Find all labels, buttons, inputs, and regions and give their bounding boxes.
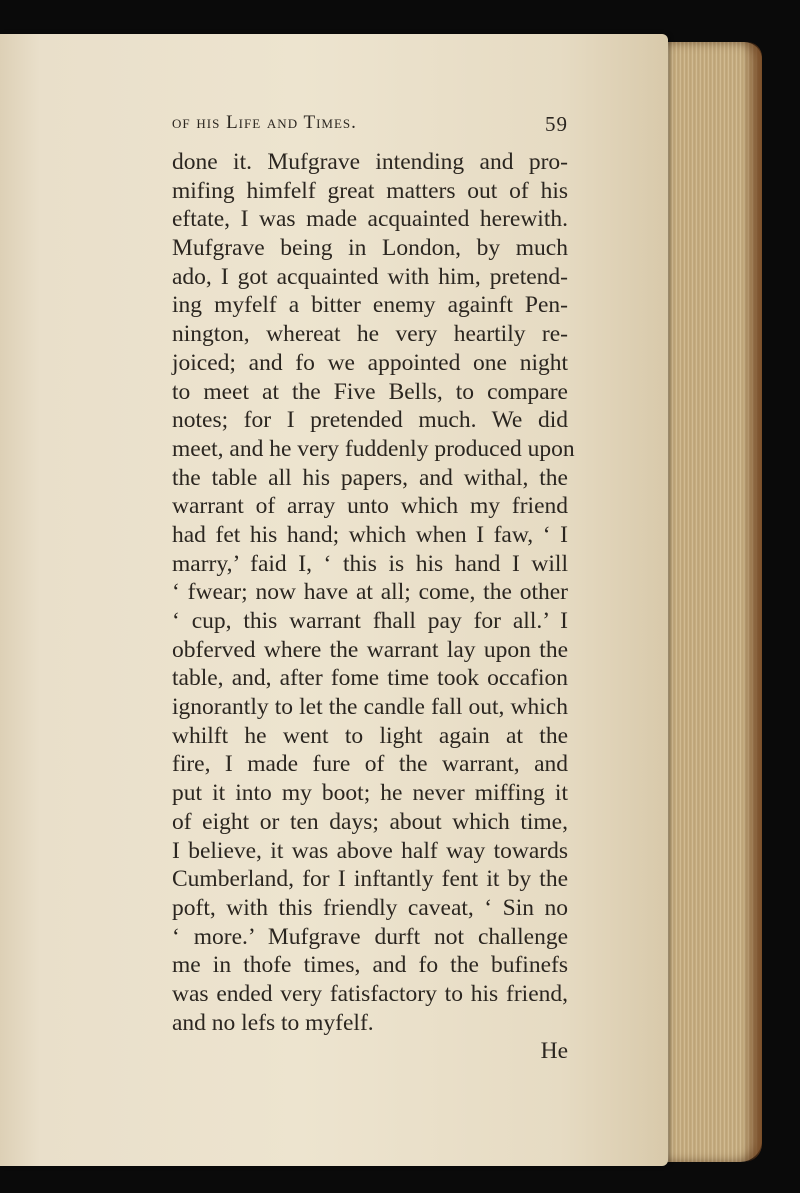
text-line: notes; for I pretended much. We did <box>172 407 568 434</box>
text-line: nington, whereat he very heartily re- <box>172 321 568 348</box>
text-line: to meet at the Five Bells, to compare <box>172 378 568 405</box>
text-line: Mufgrave being in London, by much <box>172 235 568 262</box>
text-line: table, and, after fome time took occafion <box>172 665 568 692</box>
catchword: He <box>540 1038 568 1065</box>
running-head <box>172 112 568 148</box>
text-line: ‘ more.’ Mufgrave durft not challenge <box>172 923 568 950</box>
text-line: Cumberland, for I inftantly fent it by the <box>172 866 568 893</box>
text-line: I believe, it was above half way towards <box>172 837 568 864</box>
text-line: ‘ fwear; now have at all; come, the other <box>172 579 568 606</box>
body-text <box>172 148 575 1037</box>
text-line: obferved where the warrant lay upon the <box>172 636 568 663</box>
text-line: ing myfelf a bitter enemy againft Pen- <box>172 292 568 319</box>
running-title: of his Life and Times. <box>172 112 357 133</box>
text-line: eftate, I was made acquainted herewith. <box>172 206 568 233</box>
text-line: of eight or ten days; about which time, <box>172 808 568 835</box>
text-line: ignorantly to let the candle fall out, which <box>172 694 568 721</box>
text-line: me in thofe times, and fo the bufinefs <box>172 952 568 979</box>
text-line: fire, I made fure of the warrant, and <box>172 751 568 778</box>
text-line: was ended very fatisfactory to his friend, <box>172 980 568 1007</box>
text-line: joiced; and fo we appointed one night <box>172 349 568 376</box>
text-line: ado, I got acquainted with him, pretend- <box>172 263 568 290</box>
text-line: the table all his papers, and withal, the <box>172 464 568 491</box>
text-line: marry,’ faid I, ‘ this is his hand I will <box>172 550 568 577</box>
text-line: warrant of array unto which my friend <box>172 493 568 520</box>
text-line: meet, and he very fuddenly produced upon <box>172 435 575 462</box>
text-line: done it. Mufgrave intending and pro- <box>172 149 568 175</box>
text-line: had fet his hand; which when I faw, ‘ I <box>172 521 568 548</box>
text-line: ‘ cup, this warrant fhall pay for all.’ I <box>172 608 568 634</box>
text-line: and no lefs to myfelf. <box>172 1009 374 1036</box>
text-line: mifing himfelf great matters out of his <box>172 177 568 204</box>
text-block <box>172 112 575 1066</box>
text-line: put it into my boot; he never miffing it <box>172 780 568 807</box>
text-line: poft, with this friendly caveat, ‘ Sin no <box>172 894 568 921</box>
page-number: 59 <box>545 112 568 136</box>
text-line: whilft he went to light again at the <box>172 722 568 749</box>
